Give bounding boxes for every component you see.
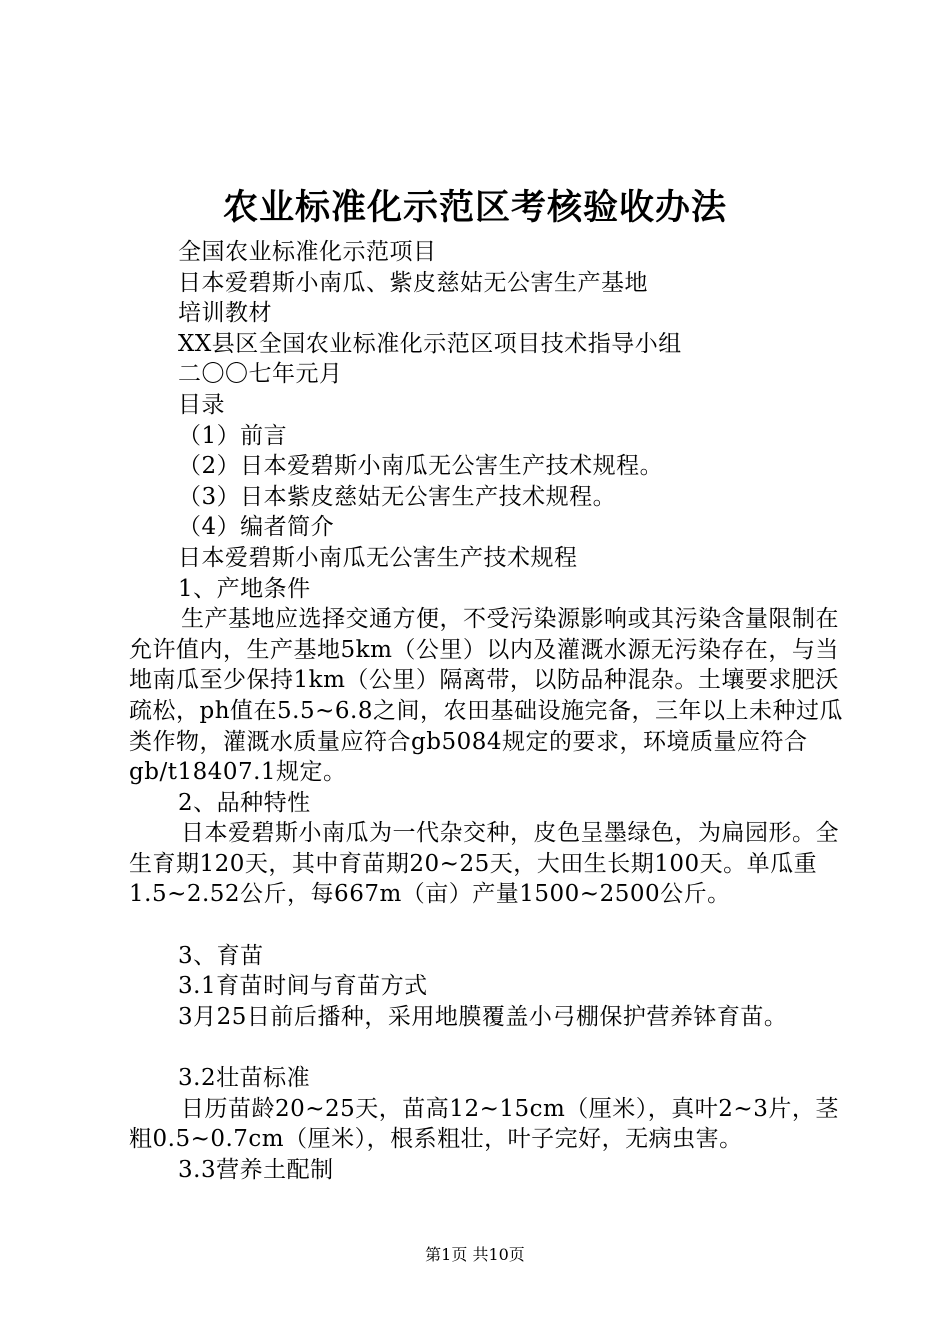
- section-title: 日本爱碧斯小南瓜无公害生产技术规程: [178, 544, 578, 571]
- paragraph-strong-seedling: 日历苗龄20~25天，苗高12~15cm（厘米），真叶2~3片，茎粗0.5~0.7cm（厘米），根系粗壮，叶子完好，无病虫害。: [129, 1095, 839, 1153]
- cover-line-material: 培训教材: [178, 300, 272, 327]
- blank-line: [129, 910, 859, 941]
- heading-seedling: 3、育苗: [178, 942, 264, 969]
- cover-line-group: XX县区全国农业标准化示范区项目技术指导小组: [178, 330, 682, 357]
- cover-line-date: 二〇〇七年元月: [178, 361, 343, 388]
- subheading-seedling-time: 3.1育苗时间与育苗方式: [178, 973, 428, 1000]
- toc-item: （4）编者简介: [178, 514, 335, 541]
- heading-origin-conditions: 1、产地条件: [178, 575, 311, 602]
- document-title: 农业标准化示范区考核验收办法: [222, 187, 727, 228]
- page-footer: 第1页 共10页: [425, 1245, 525, 1264]
- toc-item: （2）日本爱碧斯小南瓜无公害生产技术规程。: [178, 453, 664, 480]
- subheading-nutrient-soil: 3.3营养土配制: [178, 1156, 334, 1183]
- blank-line: [129, 1032, 859, 1063]
- toc-heading: 目录: [178, 391, 225, 418]
- cover-line-base: 日本爱碧斯小南瓜、紫皮慈姑无公害生产基地: [178, 269, 648, 296]
- text-seedling-time: 3月25日前后播种，采用地膜覆盖小弓棚保护营养钵育苗。: [178, 1003, 788, 1030]
- toc-item: （3）日本紫皮慈姑无公害生产技术规程。: [178, 483, 617, 510]
- toc-item: （1）前言: [178, 422, 288, 449]
- paragraph-variety-traits: 日本爱碧斯小南瓜为一代杂交种，皮色呈墨绿色，为扁园形。全生育期120天，其中育苗期20~25天，大田生长期100天。单瓜重1.5~2.52公斤，每667m（亩）产量1500~2500公斤。: [129, 820, 839, 908]
- document-body: [129, 237, 859, 1185]
- heading-variety-traits: 2、品种特性: [178, 789, 311, 816]
- cover-line-project: 全国农业标准化示范项目: [178, 239, 437, 265]
- subheading-strong-seedling: 3.2壮苗标准: [178, 1065, 311, 1092]
- paragraph-origin-conditions: 生产基地应选择交通方便，不受污染源影响或其污染含量限制在允许值内，生产基地5km（公里）以内及灌溉水源无污染存在，与当地南瓜至少保持1km（公里）隔离带，以防品种混杂。土壤要求肥沃疏松，ph值在5.5~6.8之间，农田基础设施完备，三年以上未种过瓜类作物，灌溉水质量应符合gb5084规定的要求，环境质量应符合gb/t18407.1规定。: [129, 606, 843, 786]
